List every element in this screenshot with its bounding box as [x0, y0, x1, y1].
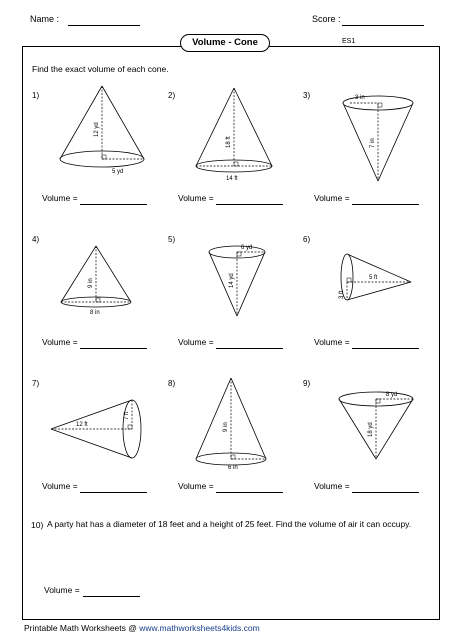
problem-4-number: 4)	[32, 235, 40, 244]
problem-6-volume-label: Volume =	[314, 337, 350, 347]
cone-figure-6	[335, 250, 415, 310]
cone-figure-7	[48, 394, 148, 464]
cone-figure-8	[192, 374, 272, 474]
problem-3-answer-field[interactable]	[352, 204, 419, 205]
problem-5-answer-field[interactable]	[216, 348, 283, 349]
problem-7-radius-label: 7 ft	[124, 411, 130, 420]
problem-5-number: 5)	[168, 235, 176, 244]
problem-7-number: 7)	[32, 379, 40, 388]
problem-3-height-label: 7 in	[370, 138, 376, 148]
problem-6-answer-field[interactable]	[352, 348, 419, 349]
problem-4-volume-label: Volume =	[42, 337, 78, 347]
score-label: Score :	[312, 14, 341, 24]
problem-9-height-label: 18 yd	[368, 422, 374, 437]
problem-1-radius-label: 5 yd	[112, 169, 124, 175]
problem-9-volume-label: Volume =	[314, 481, 350, 491]
problem-6-number: 6)	[303, 235, 311, 244]
problem-5-volume-label: Volume =	[178, 337, 214, 347]
problem-9-answer-field[interactable]	[352, 492, 419, 493]
cone-figure-4	[58, 240, 148, 320]
problem-1-volume-label: Volume =	[42, 193, 78, 203]
problem-2-diameter-label: 14 ft	[226, 176, 238, 182]
cone-figure-9	[336, 385, 416, 465]
problem-10-volume-label: Volume =	[44, 585, 80, 595]
problem-8-radius-label: 6 in	[228, 465, 238, 471]
name-field[interactable]	[68, 25, 140, 26]
problem-8-height-label: 9 in	[223, 422, 229, 432]
problem-1-answer-field[interactable]	[80, 204, 147, 205]
problem-7-volume-label: Volume =	[42, 481, 78, 491]
problem-5-radius-label: 6 yd	[241, 245, 253, 251]
score-field[interactable]	[342, 25, 424, 26]
problem-7-answer-field[interactable]	[80, 492, 147, 493]
cone-figure-5	[205, 238, 275, 328]
problem-3-number: 3)	[303, 91, 311, 100]
problem-8-number: 8)	[168, 379, 176, 388]
problem-8-answer-field[interactable]	[216, 492, 283, 493]
problem-4-answer-field[interactable]	[80, 348, 147, 349]
problem-7-height-label: 12 ft	[76, 422, 88, 428]
problem-10-text: A party hat has a diameter of 18 feet and a height of 25 feet. Find the volume of air it can occupy.	[47, 519, 412, 529]
problem-1-height-label: 12 yd	[94, 122, 100, 137]
problem-10-answer-field[interactable]	[83, 596, 140, 597]
problem-4-diameter-label: 8 in	[90, 310, 100, 316]
problem-10-number: 10)	[31, 520, 44, 530]
problem-2-volume-label: Volume =	[178, 193, 214, 203]
footer	[24, 623, 260, 633]
worksheet-title: Volume - Cone	[180, 34, 270, 52]
problem-2-height-label: 18 ft	[226, 136, 232, 148]
problem-4-height-label: 9 in	[88, 278, 94, 288]
problem-6-height-label: 5 ft	[369, 275, 378, 281]
footer-site-link[interactable]: www.mathworksheets4kids.com	[139, 623, 260, 633]
problem-5-height-label: 14 yd	[229, 273, 235, 288]
name-label: Name :	[30, 14, 60, 24]
problem-3-volume-label: Volume =	[314, 193, 350, 203]
instructions: Find the exact volume of each cone.	[32, 64, 169, 74]
cone-figure-1	[50, 82, 160, 182]
problem-8-volume-label: Volume =	[178, 481, 214, 491]
problem-9-number: 9)	[303, 379, 311, 388]
problem-1-number: 1)	[32, 91, 40, 100]
worksheet-code: ES1	[342, 38, 356, 45]
problem-9-radius-label: 8 yd	[386, 392, 398, 398]
cone-figure-2	[190, 82, 280, 182]
problem-2-answer-field[interactable]	[216, 204, 283, 205]
footer-prefix: Printable Math Worksheets @	[24, 623, 140, 633]
problem-2-number: 2)	[168, 91, 176, 100]
problem-6-radius-label: 3 ft	[339, 290, 345, 299]
cone-figure-3	[326, 88, 416, 188]
problem-3-radius-label: 3 in	[355, 95, 365, 101]
